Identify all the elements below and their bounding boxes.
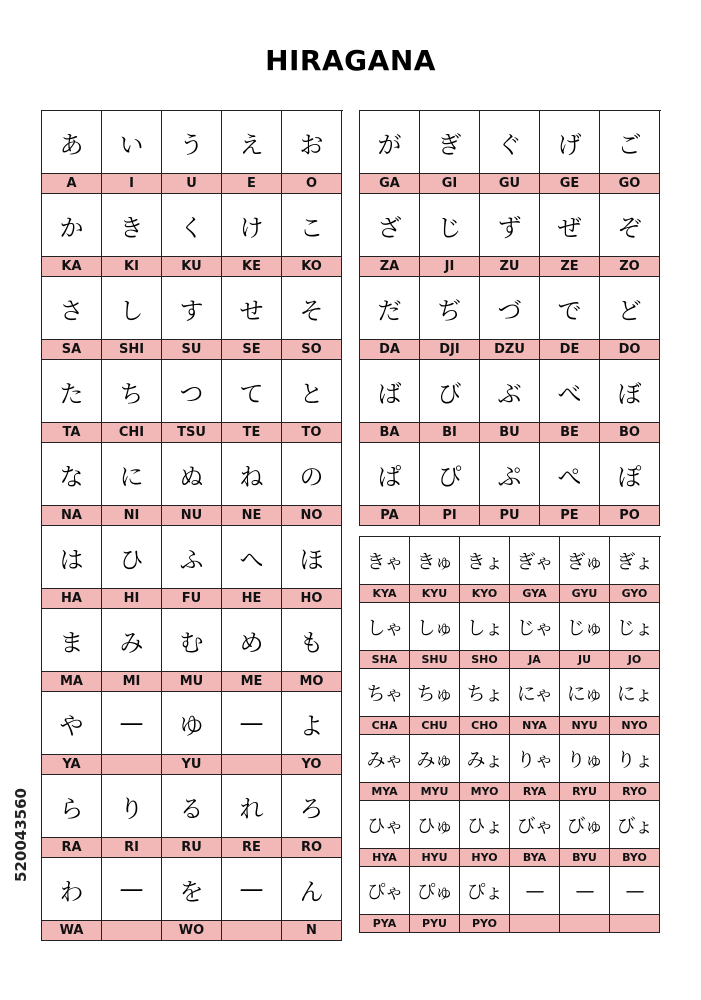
romaji-row (360, 174, 661, 194)
romaji-label (610, 915, 660, 933)
romaji-label: ZU (480, 257, 540, 277)
kana-cell: みゃ (360, 735, 410, 783)
romaji-label: GE (540, 174, 600, 194)
kana-row (42, 111, 343, 174)
kana-row (42, 609, 343, 672)
kana-cell: きゃ (360, 537, 410, 585)
romaji-label: RE (222, 838, 282, 858)
romaji-label (222, 755, 282, 775)
romaji-row (42, 506, 343, 526)
kana-cell: こ (282, 194, 342, 257)
basic-hiragana-table (41, 110, 343, 941)
kana-cell: め (222, 609, 282, 672)
romaji-label: TSU (162, 423, 222, 443)
romaji-label: PO (600, 506, 660, 526)
romaji-label: SHI (102, 340, 162, 360)
romaji-row (42, 340, 343, 360)
kana-cell: ぶ (480, 360, 540, 423)
kana-cell: きゅ (410, 537, 460, 585)
kana-row (360, 277, 661, 340)
romaji-label: RO (282, 838, 342, 858)
kana-row (42, 360, 343, 423)
kana-cell: へ (222, 526, 282, 589)
kana-cell: し (102, 277, 162, 340)
romaji-label: SE (222, 340, 282, 360)
kana-row (42, 526, 343, 589)
kana-cell: す (162, 277, 222, 340)
kana-cell: げ (540, 111, 600, 174)
romaji-label: BYA (510, 849, 560, 867)
kana-cell: ひ (102, 526, 162, 589)
romaji-label: MYO (460, 783, 510, 801)
romaji-label: RYO (610, 783, 660, 801)
romaji-label: HO (282, 589, 342, 609)
romaji-label: NI (102, 506, 162, 526)
romaji-label: NA (42, 506, 102, 526)
kana-cell: ぞ (600, 194, 660, 257)
romaji-label: MYU (410, 783, 460, 801)
kana-cell: ら (42, 775, 102, 838)
kana-cell: ぽ (600, 443, 660, 506)
kana-row (42, 692, 343, 755)
kana-cell: ろ (282, 775, 342, 838)
kana-cell: ず (480, 194, 540, 257)
romaji-label: NYA (510, 717, 560, 735)
kana-cell: み (102, 609, 162, 672)
kana-cell: じゃ (510, 603, 560, 651)
romaji-row (42, 257, 343, 277)
romaji-row (42, 672, 343, 692)
kana-cell: りょ (610, 735, 660, 783)
romaji-label: GI (420, 174, 480, 194)
kana-cell: きょ (460, 537, 510, 585)
romaji-row (360, 423, 661, 443)
kana-row (360, 603, 661, 651)
kana-cell: の (282, 443, 342, 506)
kana-cell: みょ (460, 735, 510, 783)
kana-cell: ひゃ (360, 801, 410, 849)
romaji-label: NE (222, 506, 282, 526)
romaji-label: NU (162, 506, 222, 526)
kana-cell: う (162, 111, 222, 174)
kana-cell: つ (162, 360, 222, 423)
kana-row (360, 537, 661, 585)
romaji-label: HYO (460, 849, 510, 867)
romaji-label: U (162, 174, 222, 194)
kana-cell: や (42, 692, 102, 755)
kana-cell: — (510, 867, 560, 915)
romaji-label: SHU (410, 651, 460, 669)
kana-cell: にゅ (560, 669, 610, 717)
romaji-label: KO (282, 257, 342, 277)
romaji-label: RYA (510, 783, 560, 801)
kana-cell: い (102, 111, 162, 174)
romaji-label (102, 921, 162, 941)
romaji-label: ZA (360, 257, 420, 277)
romaji-label: PI (420, 506, 480, 526)
romaji-label: KYU (410, 585, 460, 603)
kana-cell: る (162, 775, 222, 838)
kana-cell: も (282, 609, 342, 672)
kana-cell: ぎゃ (510, 537, 560, 585)
romaji-label: FU (162, 589, 222, 609)
kana-cell: が (360, 111, 420, 174)
romaji-row (360, 849, 661, 867)
kana-cell: ぴゃ (360, 867, 410, 915)
romaji-label: MYA (360, 783, 410, 801)
romaji-label: SO (282, 340, 342, 360)
romaji-label: SA (42, 340, 102, 360)
romaji-label: GYO (610, 585, 660, 603)
kana-cell: ね (222, 443, 282, 506)
kana-cell: ち (102, 360, 162, 423)
romaji-row (42, 838, 343, 858)
kana-cell: ぱ (360, 443, 420, 506)
romaji-label: YU (162, 755, 222, 775)
romaji-label: DO (600, 340, 660, 360)
romaji-label: KYO (460, 585, 510, 603)
kana-cell: びゅ (560, 801, 610, 849)
romaji-label (560, 915, 610, 933)
romaji-label: DJI (420, 340, 480, 360)
romaji-row (42, 755, 343, 775)
romaji-label: CHA (360, 717, 410, 735)
romaji-row (360, 717, 661, 735)
kana-cell: りゃ (510, 735, 560, 783)
kana-cell: ぎ (420, 111, 480, 174)
kana-row (360, 443, 661, 506)
romaji-label: DE (540, 340, 600, 360)
kana-cell: ぼ (600, 360, 660, 423)
kana-cell: き (102, 194, 162, 257)
romaji-label (102, 755, 162, 775)
kana-cell: ぺ (540, 443, 600, 506)
romaji-label: MU (162, 672, 222, 692)
romaji-row (360, 915, 661, 933)
romaji-label: TA (42, 423, 102, 443)
kana-cell: べ (540, 360, 600, 423)
kana-cell: びゃ (510, 801, 560, 849)
romaji-label: JI (420, 257, 480, 277)
romaji-label: BYU (560, 849, 610, 867)
romaji-label: WO (162, 921, 222, 941)
kana-cell: よ (282, 692, 342, 755)
romaji-label: WA (42, 921, 102, 941)
romaji-label: HA (42, 589, 102, 609)
kana-cell: さ (42, 277, 102, 340)
kana-cell: む (162, 609, 222, 672)
romaji-label: A (42, 174, 102, 194)
kana-cell: せ (222, 277, 282, 340)
kana-cell: を (162, 858, 222, 921)
kana-cell: ちょ (460, 669, 510, 717)
kana-row (360, 194, 661, 257)
romaji-label: JU (560, 651, 610, 669)
romaji-label: ZE (540, 257, 600, 277)
romaji-label: MA (42, 672, 102, 692)
romaji-label: I (102, 174, 162, 194)
kana-cell: ぎょ (610, 537, 660, 585)
kana-cell: ぴゅ (410, 867, 460, 915)
kana-cell: く (162, 194, 222, 257)
romaji-label: HYA (360, 849, 410, 867)
kana-cell: みゅ (410, 735, 460, 783)
romaji-label: BE (540, 423, 600, 443)
romaji-label: YO (282, 755, 342, 775)
kana-cell: りゅ (560, 735, 610, 783)
romaji-label: GO (600, 174, 660, 194)
romaji-label: PYO (460, 915, 510, 933)
kana-row (360, 867, 661, 915)
romaji-row (360, 585, 661, 603)
romaji-label: SHO (460, 651, 510, 669)
kana-cell: は (42, 526, 102, 589)
kana-row (360, 360, 661, 423)
page-title: HIRAGANA (265, 44, 436, 77)
kana-cell: じょ (610, 603, 660, 651)
romaji-label: TE (222, 423, 282, 443)
stock-image-id-text: 520043560 (12, 788, 30, 882)
romaji-label: DA (360, 340, 420, 360)
kana-cell: で (540, 277, 600, 340)
romaji-label: BU (480, 423, 540, 443)
kana-row (42, 194, 343, 257)
romaji-row (42, 921, 343, 941)
romaji-label: KI (102, 257, 162, 277)
romaji-row (42, 174, 343, 194)
romaji-label: ZO (600, 257, 660, 277)
kana-cell: — (222, 858, 282, 921)
romaji-row (42, 423, 343, 443)
kana-cell: ぴ (420, 443, 480, 506)
romaji-label: RA (42, 838, 102, 858)
kana-cell: しゃ (360, 603, 410, 651)
romaji-label: RU (162, 838, 222, 858)
kana-cell: ぜ (540, 194, 600, 257)
kana-row (360, 669, 661, 717)
kana-cell: しょ (460, 603, 510, 651)
romaji-label: HI (102, 589, 162, 609)
kana-cell: ほ (282, 526, 342, 589)
romaji-label: KYA (360, 585, 410, 603)
romaji-label: GYU (560, 585, 610, 603)
romaji-label: BI (420, 423, 480, 443)
romaji-label: GU (480, 174, 540, 194)
kana-cell: ゆ (162, 692, 222, 755)
romaji-label: MI (102, 672, 162, 692)
kana-cell: け (222, 194, 282, 257)
kana-cell: び (420, 360, 480, 423)
romaji-label: KA (42, 257, 102, 277)
kana-row (42, 443, 343, 506)
kana-cell: お (282, 111, 342, 174)
romaji-label: KU (162, 257, 222, 277)
kana-row (42, 775, 343, 838)
kana-cell: しゅ (410, 603, 460, 651)
kana-cell: な (42, 443, 102, 506)
kana-cell: そ (282, 277, 342, 340)
kana-cell: ぷ (480, 443, 540, 506)
kana-cell: にょ (610, 669, 660, 717)
kana-cell: — (560, 867, 610, 915)
kana-cell: ちゅ (410, 669, 460, 717)
kana-row (360, 735, 661, 783)
romaji-label: TO (282, 423, 342, 443)
romaji-row (360, 651, 661, 669)
kana-cell: — (102, 858, 162, 921)
kana-cell: だ (360, 277, 420, 340)
kana-cell: にゃ (510, 669, 560, 717)
kana-cell: て (222, 360, 282, 423)
romaji-label: DZU (480, 340, 540, 360)
kana-cell: ひょ (460, 801, 510, 849)
romaji-label: PE (540, 506, 600, 526)
kana-row (42, 277, 343, 340)
romaji-label: ME (222, 672, 282, 692)
dakuten-hiragana-table (359, 110, 661, 526)
romaji-label: CHO (460, 717, 510, 735)
romaji-row (360, 340, 661, 360)
kana-cell: ぬ (162, 443, 222, 506)
romaji-row (360, 783, 661, 801)
kana-cell: ご (600, 111, 660, 174)
kana-cell: あ (42, 111, 102, 174)
kana-cell: え (222, 111, 282, 174)
kana-cell: — (222, 692, 282, 755)
romaji-label: SU (162, 340, 222, 360)
romaji-label: PYU (410, 915, 460, 933)
kana-cell: か (42, 194, 102, 257)
romaji-label: E (222, 174, 282, 194)
romaji-label: BYO (610, 849, 660, 867)
kana-cell: れ (222, 775, 282, 838)
kana-row (360, 801, 661, 849)
romaji-row (360, 506, 661, 526)
romaji-label: CHU (410, 717, 460, 735)
kana-cell: ふ (162, 526, 222, 589)
romaji-label: PU (480, 506, 540, 526)
stock-image-id (10, 760, 32, 910)
kana-cell: わ (42, 858, 102, 921)
kana-cell: びょ (610, 801, 660, 849)
romaji-row (360, 257, 661, 277)
kana-cell: — (610, 867, 660, 915)
romaji-label: JO (610, 651, 660, 669)
romaji-label: BA (360, 423, 420, 443)
kana-cell: ざ (360, 194, 420, 257)
kana-cell: ちゃ (360, 669, 410, 717)
kana-cell: ぎゅ (560, 537, 610, 585)
romaji-label: GYA (510, 585, 560, 603)
romaji-label: RYU (560, 783, 610, 801)
combination-hiragana-table (359, 536, 661, 933)
romaji-label: HYU (410, 849, 460, 867)
romaji-label: O (282, 174, 342, 194)
romaji-label (222, 921, 282, 941)
romaji-label: HE (222, 589, 282, 609)
romaji-label: BO (600, 423, 660, 443)
romaji-label: PYA (360, 915, 410, 933)
kana-cell: り (102, 775, 162, 838)
kana-cell: ぢ (420, 277, 480, 340)
romaji-row (42, 589, 343, 609)
kana-row (42, 858, 343, 921)
romaji-label: KE (222, 257, 282, 277)
kana-row (360, 111, 661, 174)
romaji-label: SHA (360, 651, 410, 669)
kana-cell: — (102, 692, 162, 755)
romaji-label: NYO (610, 717, 660, 735)
kana-cell: に (102, 443, 162, 506)
kana-cell: じゅ (560, 603, 610, 651)
romaji-label: NO (282, 506, 342, 526)
romaji-label: YA (42, 755, 102, 775)
kana-cell: ん (282, 858, 342, 921)
kana-cell: ぴょ (460, 867, 510, 915)
romaji-label: RI (102, 838, 162, 858)
kana-cell: ま (42, 609, 102, 672)
romaji-label: CHI (102, 423, 162, 443)
kana-cell: ぐ (480, 111, 540, 174)
romaji-label: N (282, 921, 342, 941)
romaji-label (510, 915, 560, 933)
romaji-label: JA (510, 651, 560, 669)
romaji-label: NYU (560, 717, 610, 735)
romaji-label: GA (360, 174, 420, 194)
kana-cell: ば (360, 360, 420, 423)
kana-cell: ひゅ (410, 801, 460, 849)
romaji-label: PA (360, 506, 420, 526)
kana-cell: と (282, 360, 342, 423)
romaji-label: MO (282, 672, 342, 692)
kana-cell: た (42, 360, 102, 423)
kana-cell: ど (600, 277, 660, 340)
kana-cell: じ (420, 194, 480, 257)
kana-cell: づ (480, 277, 540, 340)
